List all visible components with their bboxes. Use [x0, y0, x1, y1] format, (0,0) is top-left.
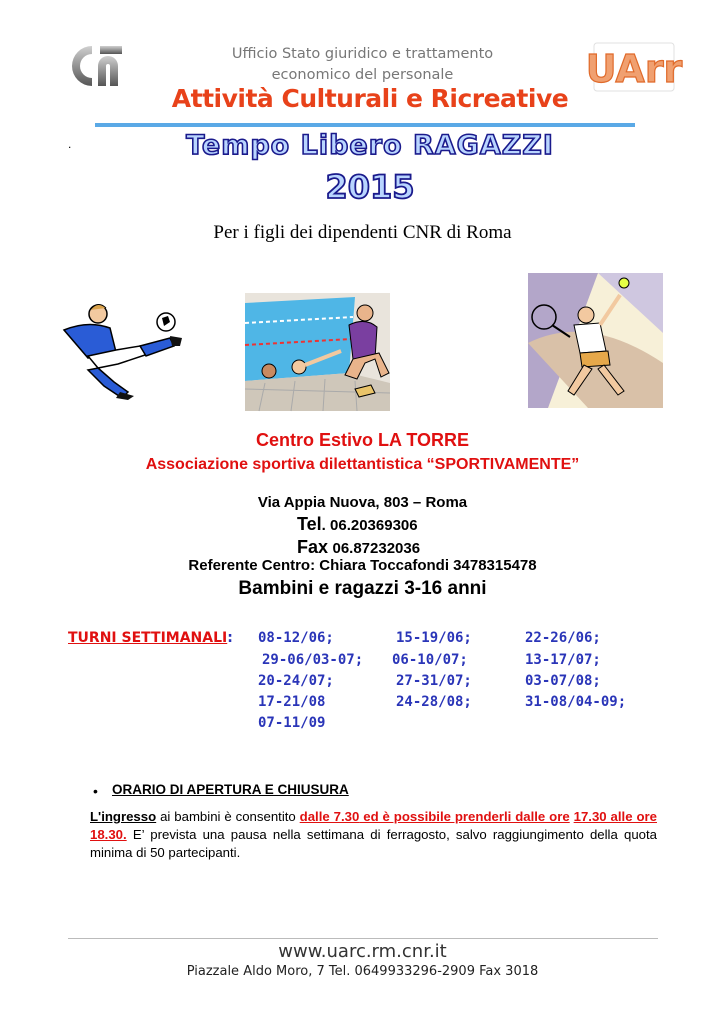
opening-time: dalle 7.30	[299, 809, 360, 824]
para-text-1: ai bambini è consentito	[156, 809, 300, 824]
turno-date: 17-21/08	[258, 694, 326, 710]
fax-value: 06.87232036	[332, 540, 421, 557]
event-title: Tempo Libero RAGAZZI	[186, 130, 554, 161]
turni-label-colon: :	[227, 630, 233, 646]
orario-bullet: •	[93, 783, 98, 799]
turno-date: 07-11/09	[258, 715, 326, 731]
office-line-1: Ufficio Stato giuridico e trattamento	[231, 46, 494, 62]
turni-label-text: TURNI SETTIMANALI	[68, 630, 228, 646]
ingresso-word: L'ingresso	[90, 809, 157, 824]
subtitle: Per i figli dei dipendenti CNR di Roma	[213, 222, 512, 243]
footer-url[interactable]: www.uarc.rm.cnr.it	[278, 941, 447, 962]
telephone	[297, 514, 418, 535]
tel-label: Tel	[297, 514, 322, 534]
tennis-player-illustration	[528, 273, 663, 408]
soccer-player-illustration	[58, 300, 188, 400]
uarc-logo	[585, 42, 683, 92]
pickup-text: ed è possibile prenderli dalle ore	[359, 809, 570, 824]
event-year: 2015	[325, 168, 415, 206]
turno-date: 20-24/07;	[258, 673, 334, 689]
tel-value: . 06.20369306	[321, 517, 418, 534]
turno-date: 29-06/03-07;	[262, 652, 364, 668]
turno-date: 06-10/07;	[392, 652, 468, 668]
para-text-2: E’ prevista una pausa nella settimana di ferragosto, salvo raggiungimento della quota minima di 50 partecipanti.	[90, 827, 657, 860]
uarc-logo-text: UArr	[585, 47, 683, 91]
stray-mark: .	[68, 137, 72, 151]
orario-paragraph	[90, 808, 657, 862]
turni-label	[68, 630, 233, 646]
fax	[297, 537, 420, 558]
orario-heading: ORARIO DI APERTURA E CHIUSURA	[112, 782, 349, 797]
turno-date: 13-17/07;	[525, 652, 601, 668]
footer-address: Piazzale Aldo Moro, 7 Tel. 0649933296-2909 Fax 3018	[186, 964, 539, 979]
section-title: Attività Culturali e Ricreative	[171, 84, 569, 113]
turno-date: 31-08/04-09;	[525, 694, 627, 710]
turno-date: 24-28/08;	[396, 694, 472, 710]
fax-label: Fax	[297, 537, 329, 557]
turno-date: 27-31/07;	[396, 673, 472, 689]
turno-date: 15-19/06;	[396, 630, 472, 646]
pickup-time: 17.30 alle ore 18.30.	[90, 809, 657, 842]
office-name	[190, 44, 535, 86]
age-range: Bambini e ragazzi 3-16 anni	[238, 578, 487, 599]
center-address: Via Appia Nuova, 803 – Roma	[257, 494, 468, 511]
referent: Referente Centro: Chiara Toccafondi 3478315478	[188, 557, 537, 574]
cnr-logo	[68, 42, 126, 90]
office-line-2: economico del personale	[271, 67, 454, 83]
header-divider	[95, 123, 635, 127]
footer-divider	[68, 938, 658, 939]
association-name: Associazione sportiva dilettantistica “SPORTIVAMENTE”	[145, 456, 580, 473]
swimming-lesson-illustration	[245, 293, 390, 411]
center-name: Centro Estivo LA TORRE	[255, 430, 470, 450]
turno-date: 08-12/06;	[258, 630, 334, 646]
turno-date: 03-07/08;	[525, 673, 601, 689]
turno-date: 22-26/06;	[525, 630, 601, 646]
